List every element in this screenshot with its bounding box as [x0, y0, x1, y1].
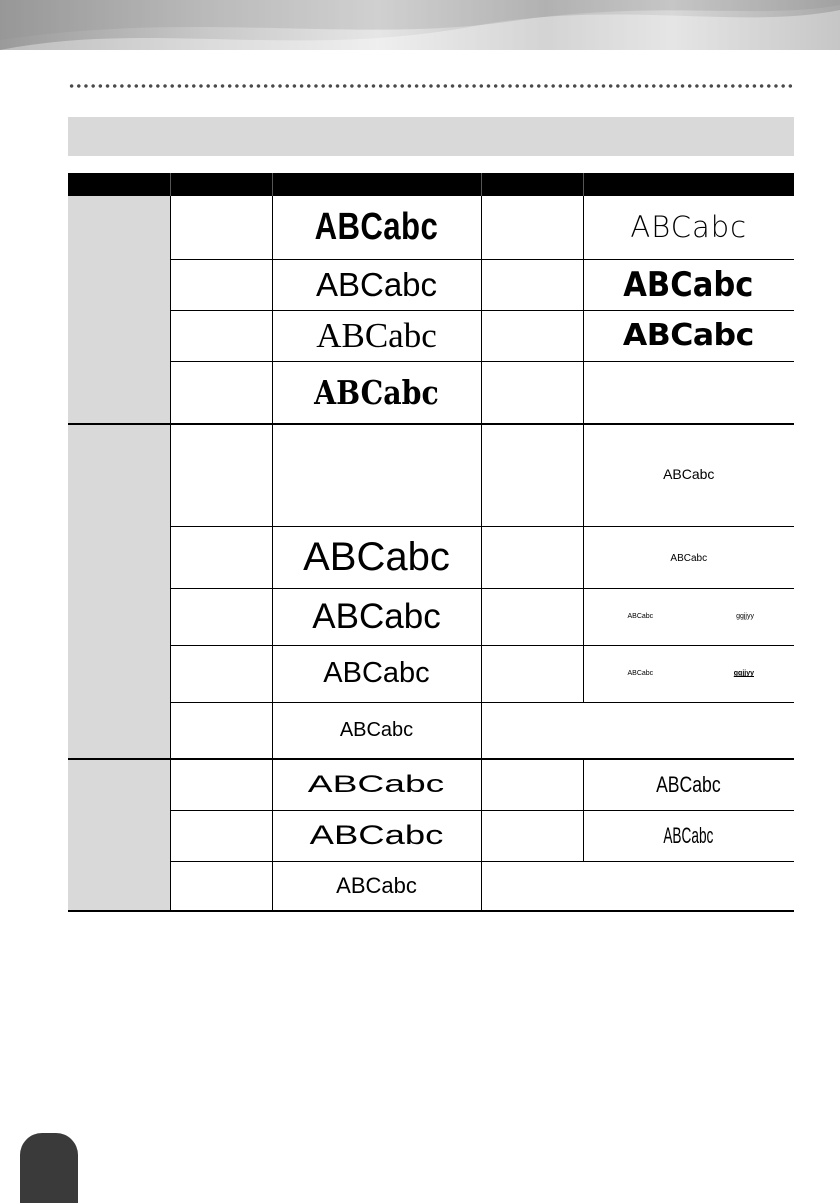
sample-cell — [272, 588, 481, 645]
header-cell — [583, 173, 794, 196]
width-sample: ABCabc — [336, 872, 417, 898]
table-row — [68, 645, 794, 702]
font-sample: ABCabc — [314, 372, 439, 412]
setting-cell — [481, 810, 583, 861]
table-row — [68, 588, 794, 645]
sample-cell — [272, 196, 481, 259]
font-sample: ABCabc — [315, 265, 438, 303]
table-header-row — [68, 173, 794, 196]
font-sample: ABCabc — [316, 315, 437, 355]
font-sample: ABCabc — [630, 210, 748, 245]
sample-cell — [272, 759, 481, 810]
sample-cell — [583, 310, 794, 361]
sample-cell — [583, 361, 794, 424]
section-heading-bar — [68, 117, 794, 156]
setting-cell — [170, 424, 272, 526]
setting-cell — [170, 310, 272, 361]
font-sample: ABCabc — [623, 318, 755, 353]
table-row — [68, 259, 794, 310]
setting-cell — [481, 526, 583, 588]
size-sample: ABCabc — [339, 718, 414, 741]
table-row — [68, 702, 794, 759]
width-sample: ABCabc — [309, 820, 444, 850]
font-table — [68, 173, 794, 912]
width-sample: ABCabc — [308, 770, 445, 798]
table-row — [68, 861, 794, 911]
header-cell — [170, 173, 272, 196]
setting-cell — [170, 196, 272, 259]
setting-cell — [170, 361, 272, 424]
sample-cell — [583, 424, 794, 526]
sample-cell — [272, 526, 481, 588]
sample-cell — [583, 759, 794, 810]
group-label-cell — [68, 196, 170, 424]
setting-cell — [481, 259, 583, 310]
width-sample: ABCabc — [663, 822, 714, 848]
size-sample-pair — [584, 613, 795, 620]
setting-cell — [481, 759, 583, 810]
setting-cell — [481, 588, 583, 645]
page-tab — [20, 1133, 78, 1203]
table-row — [68, 196, 794, 259]
sample-cell — [272, 310, 481, 361]
size-sample: ABCabc — [670, 553, 708, 564]
table-row — [68, 759, 794, 810]
size-sample: ABCabc — [312, 596, 441, 636]
header-cell — [272, 173, 481, 196]
group-label-cell — [68, 759, 170, 911]
tall-sample: ggjjyy — [733, 670, 754, 677]
sample-cell — [272, 645, 481, 702]
size-sample-pair — [584, 670, 795, 677]
setting-cell — [481, 424, 583, 526]
size-sample: ABCabc — [303, 534, 450, 579]
sample-cell — [583, 259, 794, 310]
sample-cell — [272, 702, 481, 759]
sample-cell — [583, 588, 794, 645]
table-row — [68, 361, 794, 424]
sample-cell — [272, 361, 481, 424]
empty-cell — [481, 702, 794, 759]
font-sample: ABCabc — [623, 264, 754, 305]
size-sample: ABCabc — [663, 466, 715, 483]
setting-cell — [170, 861, 272, 911]
group-label-cell — [68, 424, 170, 759]
setting-cell — [481, 310, 583, 361]
sample-cell — [272, 259, 481, 310]
setting-cell — [170, 759, 272, 810]
table-row — [68, 526, 794, 588]
banner-wave-graphic — [0, 0, 840, 50]
setting-cell — [170, 702, 272, 759]
header-cell — [481, 173, 583, 196]
setting-cell — [170, 645, 272, 702]
dotted-divider — [68, 84, 794, 88]
setting-cell — [170, 259, 272, 310]
tall-sample: ggjjyy — [736, 613, 754, 620]
setting-cell — [170, 526, 272, 588]
header-cell — [68, 173, 170, 196]
table-row — [68, 310, 794, 361]
setting-cell — [481, 196, 583, 259]
empty-cell — [481, 861, 794, 911]
size-sample: ABCabc — [323, 657, 430, 689]
width-sample: ABCabc — [656, 771, 722, 797]
sample-cell — [272, 810, 481, 861]
size-sample: ABCabc — [627, 613, 654, 620]
table-row — [68, 424, 794, 526]
sample-cell — [583, 810, 794, 861]
font-sample: ABCabc — [314, 205, 439, 248]
sample-cell — [583, 526, 794, 588]
table-row — [68, 810, 794, 861]
setting-cell — [481, 361, 583, 424]
size-sample: ABCabc — [627, 670, 654, 677]
sample-cell — [583, 196, 794, 259]
setting-cell — [481, 645, 583, 702]
sample-cell — [583, 645, 794, 702]
sample-cell — [272, 861, 481, 911]
setting-cell — [170, 810, 272, 861]
setting-cell — [170, 588, 272, 645]
top-banner — [0, 0, 840, 50]
sample-cell — [272, 424, 481, 526]
